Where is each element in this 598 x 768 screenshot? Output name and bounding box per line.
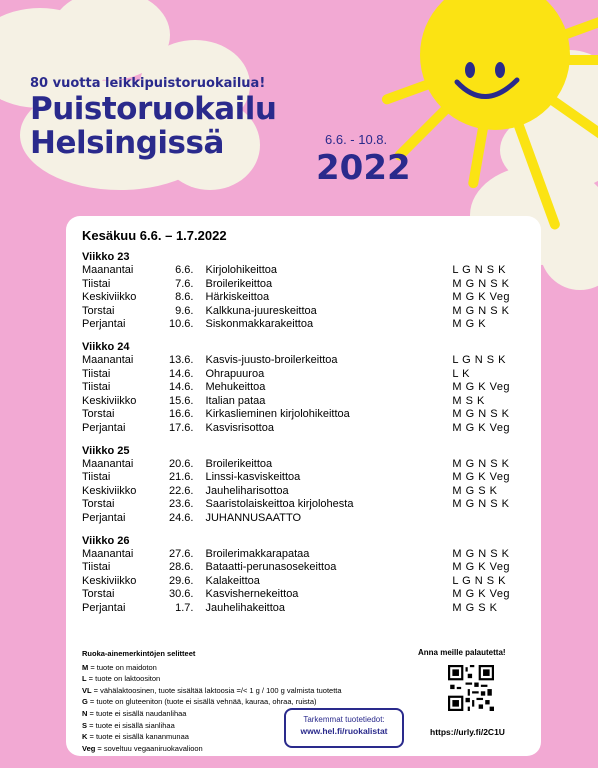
menu-codes: M G N S K — [452, 498, 510, 511]
menu-date: 15.6. — [169, 394, 194, 407]
menu-row — [82, 471, 532, 485]
menu-day: Perjantai — [82, 511, 126, 524]
menu-codes — [452, 512, 532, 526]
legend-code: M — [82, 662, 89, 672]
legend-code: L — [82, 674, 87, 684]
qr-code-icon[interactable] — [448, 665, 494, 711]
menu-date: 13.6. — [169, 353, 194, 366]
menu-meal: Jauhelihakeittoa — [205, 601, 285, 614]
menu-codes: M G N S K — [452, 304, 510, 317]
week-section — [82, 535, 532, 616]
menu-codes: M G N S K — [452, 277, 510, 290]
menu-date: 1.7. — [175, 601, 194, 614]
title-line-2: Helsingissä — [30, 125, 224, 161]
menu-row — [82, 264, 532, 278]
menu-meal: Kasvishernekeittoa — [205, 588, 299, 601]
legend-code: K — [82, 732, 88, 742]
legend-code: N — [82, 708, 88, 718]
menu-codes: L G N S K — [452, 264, 506, 276]
menu-date: 28.6. — [169, 561, 194, 574]
menu-meal: Mehukeittoa — [205, 381, 266, 394]
menu-day: Maanantai — [82, 457, 134, 470]
menu-codes: M G K Veg — [452, 588, 511, 601]
menu-codes: M S K — [452, 394, 485, 407]
menu-meal: Ohrapuuroa — [205, 367, 265, 380]
menu-day: Torstai — [82, 588, 115, 601]
menu-meal: Saaristolaiskeittoa kirjolohesta — [205, 498, 354, 511]
menu-meal: Linssi-kasviskeittoa — [205, 471, 301, 484]
menu-date: 17.6. — [169, 421, 194, 434]
menu-row — [82, 408, 532, 422]
menu-date: 10.6. — [169, 318, 194, 331]
legend-text: = tuote on laktoositon — [86, 674, 161, 684]
feedback-label: Anna meille palautetta! — [418, 648, 506, 657]
tagline: 80 vuotta leikkipuistoruokailua! — [30, 76, 266, 91]
menu-day: Perjantai — [82, 318, 126, 331]
page-title — [30, 92, 277, 160]
week-title: Viikko 24 — [82, 340, 130, 353]
menu-row — [82, 381, 532, 395]
menu-row — [82, 548, 532, 562]
menu-date: 14.6. — [169, 367, 194, 380]
menu-row — [82, 498, 532, 512]
product-info-label: Tarkemmat tuotetiedot: — [303, 715, 385, 724]
menu-codes: M G S K — [452, 484, 498, 497]
legend-item — [82, 696, 342, 708]
menu-date: 27.6. — [169, 547, 194, 560]
legend-code: Veg — [82, 743, 96, 753]
week-section — [82, 445, 532, 526]
week-section — [82, 341, 532, 436]
menu-day: Tiistai — [82, 367, 111, 380]
menu-day: Tiistai — [82, 561, 111, 574]
menu-codes: M G S K — [452, 601, 498, 614]
week-section — [82, 251, 532, 332]
legend-code: VL — [82, 685, 92, 695]
product-info-box — [284, 708, 404, 748]
menu-meal: Kirkaslieminen kirjolohikeittoa — [205, 408, 350, 421]
menu-day: Tiistai — [82, 471, 111, 484]
menu-date: 22.6. — [169, 484, 194, 497]
menu-row — [82, 602, 532, 616]
menu-day: Torstai — [82, 408, 115, 421]
legend-text: = tuote ei sisällä naudanlihaa — [87, 708, 187, 718]
menu-meal: Kasvis-juusto-broilerkeittoa — [205, 353, 338, 366]
menu-meal: Jauheliharisottoa — [205, 484, 289, 497]
menu-day: Torstai — [82, 304, 115, 317]
week-title: Viikko 23 — [82, 251, 130, 263]
menu-row — [82, 368, 532, 382]
menu-codes: M G K Veg — [452, 421, 511, 434]
menu-date: 24.6. — [169, 511, 194, 524]
menu-day: Keskiviikko — [82, 574, 137, 587]
menu-row — [82, 318, 532, 332]
menu-codes: L G N S K — [452, 574, 506, 587]
title-line-1: Puistoruokailu — [30, 91, 277, 127]
menu-day: Perjantai — [82, 421, 126, 434]
menu-row — [82, 354, 532, 368]
menu-codes: M G N S K — [452, 457, 510, 470]
menu-meal: Broilerikeittoa — [205, 457, 273, 470]
menu-meal: Kasvisrisottoa — [205, 421, 274, 434]
menu-day: Tiistai — [82, 277, 111, 290]
menu-meal: JUHANNUSAATTO — [205, 511, 302, 524]
menu-row — [82, 278, 532, 292]
menu-day: Keskiviikko — [82, 484, 137, 497]
menu-day: Maanantai — [82, 547, 134, 560]
menu-date: 30.6. — [169, 588, 194, 601]
menu-day: Maanantai — [82, 264, 134, 276]
legend-text: = vähälaktoosinen, tuote sisältää laktoosia =/< 1 g / 100 g valmista tuotetta — [91, 685, 342, 695]
menu-row — [82, 588, 532, 602]
menu-weeks — [82, 251, 532, 615]
product-info-link[interactable]: www.hel.fi/ruokalistat — [300, 726, 388, 736]
menu-day: Keskiviikko — [82, 394, 137, 407]
menu-codes: M G N S K — [452, 547, 510, 560]
menu-date: 7.6. — [175, 277, 194, 290]
menu-meal: Härkiskeittoa — [205, 291, 270, 304]
menu-row — [82, 305, 532, 319]
menu-date: 29.6. — [169, 574, 194, 587]
menu-date: 6.6. — [175, 264, 194, 276]
menu-row — [82, 485, 532, 499]
menu-day: Torstai — [82, 498, 115, 511]
legend-item — [82, 685, 342, 697]
menu-row — [82, 458, 532, 472]
menu-codes: M G N S K — [452, 408, 510, 421]
menu-day: Perjantai — [82, 601, 126, 614]
menu-meal: Kalakeittoa — [205, 574, 260, 587]
legend-text: = tuote on gluteeniton (tuote ei sisällä vehnää, kauraa, ohraa, ruista) — [87, 697, 317, 707]
menu-date: 9.6. — [175, 304, 194, 317]
menu-date: 20.6. — [169, 457, 194, 470]
menu-row — [82, 512, 532, 526]
menu-codes: M G K Veg — [452, 471, 511, 484]
legend-text: = soveltuu vegaaniruokavalioon — [95, 743, 203, 753]
menu-date: 14.6. — [169, 381, 194, 394]
menu-date: 23.6. — [169, 498, 194, 511]
menu-row — [82, 422, 532, 436]
menu-date: 21.6. — [169, 471, 194, 484]
legend-text: = tuote ei sisällä sianlihaa — [87, 720, 175, 730]
menu-meal: Bataatti-perunasosekeittoa — [205, 561, 337, 574]
season-dates: 6.6. - 10.8. — [325, 132, 388, 147]
legend-text: = tuote on maidoton — [88, 662, 157, 672]
menu-row — [82, 395, 532, 409]
menu-codes: L G N S K — [452, 353, 506, 366]
menu-codes: M G K Veg — [452, 561, 511, 574]
week-title: Viikko 26 — [82, 534, 130, 547]
legend-title: Ruoka-ainemerkintöjen selitteet — [82, 649, 196, 658]
menu-day: Maanantai — [82, 353, 134, 366]
legend-code: G — [82, 697, 88, 707]
menu-meal: Broilerimakkarapataa — [205, 547, 310, 560]
week-title: Viikko 25 — [82, 444, 130, 457]
menu-date: 16.6. — [169, 408, 194, 421]
menu-row — [82, 291, 532, 305]
menu-meal: Broilerikeittoa — [205, 277, 273, 290]
menu-date: 8.6. — [175, 291, 194, 304]
menu-codes: M G K Veg — [452, 291, 511, 304]
year: 2022 — [316, 148, 411, 188]
feedback-link[interactable]: https://urly.fi/2C1U — [430, 727, 505, 737]
menu-day: Keskiviikko — [82, 291, 137, 304]
legend-item — [82, 662, 342, 674]
menu-day: Tiistai — [82, 381, 111, 394]
legend-item — [82, 673, 342, 685]
menu-meal: Siskonmakkarakeittoa — [205, 318, 314, 331]
menu-codes: M G K Veg — [452, 381, 511, 394]
legend-code: S — [82, 720, 88, 730]
menu-period: Kesäkuu 6.6. – 1.7.2022 — [82, 228, 227, 243]
menu-meal: Italian pataa — [205, 394, 266, 407]
menu-row — [82, 575, 532, 589]
menu-codes: M G K — [452, 318, 487, 331]
menu-row — [82, 561, 532, 575]
menu-meal: Kirjolohikeittoa — [205, 264, 278, 276]
menu-meal: Kalkkuna-juureskeittoa — [205, 304, 317, 317]
legend-text: = tuote ei sisällä kananmunaa — [87, 732, 189, 742]
menu-codes: L K — [452, 367, 470, 380]
